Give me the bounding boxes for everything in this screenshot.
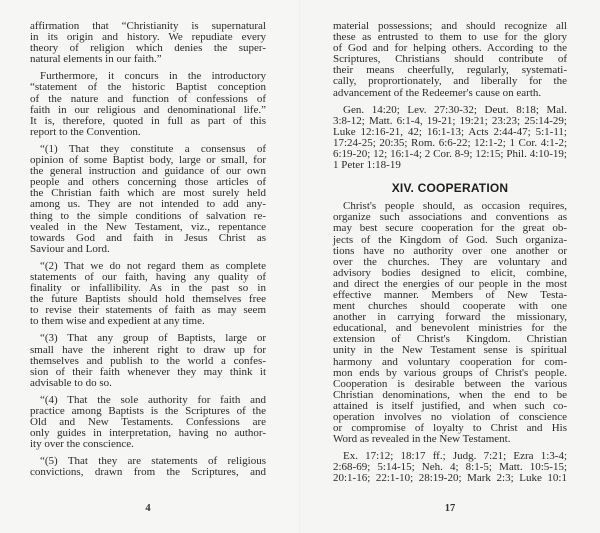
text-line: 1 Peter 1:18-19 — [333, 159, 401, 172]
text-line: “(3) That any group of Baptists, large or — [40, 332, 266, 345]
right-page-text-column — [333, 21, 567, 491]
text-line: faith in our religious and denominational life.” — [30, 103, 266, 116]
text-line: material possessions; and should recognize all — [333, 20, 567, 32]
text-line: operation involves no violation of conscience — [333, 411, 567, 423]
text-line: It is, therefore, quoted in full as part of this — [30, 114, 266, 127]
text-line: in its origin and history. We repudiate every — [30, 31, 266, 44]
text-line: jects of the Kingdom of God. Such organiza- — [333, 233, 567, 246]
right-paragraphs-after-heading — [333, 201, 567, 484]
text-line: another in carrying forward the missionary, — [333, 311, 567, 324]
text-line: Gen. 14:20; Lev. 27:30-32; Deut. 8:18; Mal. — [343, 103, 567, 116]
text-line: may best secure cooperation for the great ob- — [333, 222, 567, 235]
paragraph — [30, 144, 266, 255]
text-line: 6:19-20; 12; 16:1-4; 2 Cor. 8-9; 12:15; Phil. 4:10-19; — [333, 148, 567, 161]
text-line: affirmation that “Christianity is supernatural — [30, 20, 266, 32]
text-line: unity in the New Testament sense is spiritual — [333, 344, 567, 357]
page-number-left: 4 — [145, 502, 151, 514]
text-line: 3:8-12; Matt. 6:1-4, 19-21; 19:21; 23:23; 25:14-29; — [333, 114, 567, 127]
text-line: people and others concerning those articles of — [30, 176, 266, 189]
text-line: vealed in the New Testament, viz., repentance — [30, 220, 266, 233]
text-line: finality or infallibility. As in the past so in — [30, 282, 266, 295]
text-line: to them wise and expedient at any time. — [30, 315, 205, 328]
text-line: Christ's people should, as occasion requires, — [343, 200, 567, 213]
text-line: these as entrusted to them to use for the glory — [333, 31, 567, 44]
text-line: cally, proprortionately, and liberally for the — [333, 75, 567, 88]
text-line: Furthermore, it concurs in the introductory — [40, 70, 266, 83]
text-line: “(2) That we do not regard them as complete — [40, 259, 266, 272]
paragraph — [333, 21, 567, 99]
page-number-right: 17 — [444, 502, 456, 514]
text-line: attained is itself justified, and when such co- — [333, 399, 567, 412]
text-line: only guides in interpretation, having no author- — [30, 427, 266, 440]
paragraph — [30, 333, 266, 388]
text-line: natural elements in our faith.” — [30, 53, 162, 66]
text-line: mon ends by various groups of Christ's people. — [333, 366, 567, 379]
text-line: thing to the simple conditions of salvation re- — [30, 209, 266, 222]
text-line: small have the inherent right to draw up for — [30, 343, 266, 356]
text-line: practice among Baptists is the Scriptures of the — [30, 405, 266, 417]
text-line: tions have no authority over one another or — [333, 244, 567, 257]
text-line: statements of our faith, having any quality of — [30, 270, 266, 283]
text-line: advancement of the Redeemer's cause on earth. — [333, 86, 542, 99]
text-line: Word as revealed in the New Testament. — [333, 433, 511, 446]
text-line: or compromise of loyalty to Christ and His — [333, 422, 567, 435]
text-line: towards God and faith in Jesus Christ as — [30, 231, 266, 244]
right-paragraphs-before-heading — [333, 21, 567, 171]
text-line: Old and New Testaments. Confessions are — [30, 416, 266, 429]
text-line: extension of Christ's Kingdom. Christian — [333, 333, 567, 346]
text-line: Saviour and Lord. — [30, 242, 110, 255]
text-line: harmony and voluntary cooperation for com- — [333, 355, 567, 368]
text-line: effective manner. Members of New Testa- — [333, 288, 567, 301]
text-line: “(4) That the sole authority for faith and — [40, 393, 266, 406]
text-line: Christian denominations, when the end to be — [333, 388, 567, 401]
text-line: Ex. 17:12; 18:17 ff.; Judg. 7:21; Ezra 1:3-4; — [343, 450, 567, 463]
text-line: 2:68-69; 5:14-15; Neh. 4; 8:1-5; Matt. 10:5-15; — [333, 461, 567, 474]
text-line: their means cheerfully, regularly, systemati- — [333, 64, 567, 77]
section-heading: XIV. COOPERATION — [391, 181, 509, 196]
left-page-text-column — [30, 21, 266, 491]
paragraph — [333, 201, 567, 445]
text-line: ity over the conscience. — [30, 438, 134, 451]
text-line: sion of their faith whenever they may think it — [30, 365, 266, 378]
text-line: advisory bodies designed to elicit, combine, — [333, 266, 567, 279]
text-line: 20:1-16; 22:1-10; 28:19-20; Mark 2:3; Luke 10:1 — [333, 472, 567, 485]
right-page — [300, 0, 600, 533]
text-line: the Christian faith which are most surely held — [30, 187, 266, 200]
paragraph — [30, 71, 266, 138]
text-line: themselves and publish to the world a confes- — [30, 354, 266, 367]
text-line: to revise their statements of faith as may seem — [30, 304, 266, 317]
text-line: the future Baptists should hold themselves free — [30, 293, 266, 306]
text-line: report to the Convention. — [30, 125, 141, 138]
text-line: over the churches. They are voluntary and — [333, 255, 567, 268]
paragraph — [30, 395, 266, 450]
text-line: “(1) That they constitute a consensus of — [40, 142, 266, 155]
text-line: among us. They are not intended to add any- — [30, 198, 266, 211]
text-line: organize such associations and conventions as — [333, 211, 567, 224]
text-line: opinion of some Baptist body, large or small, for — [30, 154, 266, 167]
text-line: advisable to do so. — [30, 376, 112, 389]
text-line: ment churches should cooperate with one — [333, 300, 567, 313]
text-line: theory of religion which denies the super- — [30, 42, 266, 55]
text-line: “statement of the historic Baptist conception — [30, 81, 266, 94]
text-line: of God and for helping others. According to the — [333, 42, 567, 55]
paragraph — [333, 451, 567, 484]
paragraph — [30, 456, 266, 478]
page-fold — [299, 0, 301, 533]
text-line: Scriptures, Christians should contribute of — [333, 53, 567, 66]
text-line: of the nature and function of confessions of — [30, 92, 266, 105]
paragraph — [333, 105, 567, 172]
text-line: “(5) That they are statements of religious — [40, 455, 266, 468]
text-line: and direct the energies of our people in the most — [333, 277, 567, 290]
text-line: Cooperation is desirable between the various — [333, 377, 567, 390]
text-line: educational, and benevolent ministries for the — [333, 322, 567, 335]
text-line: 17:24-25; 20:35; Rom. 6:6-22; 12:1-2; 1 Cor. 4:1-2; — [333, 136, 567, 149]
text-line: convictions, drawn from the Scriptures, and — [30, 466, 266, 479]
text-line: Luke 12:16-21, 42; 16:1-13; Acts 2:44-47; 5:1-11; — [333, 125, 567, 138]
text-line: the general instruction and guidance of our own — [30, 165, 266, 178]
paragraph — [30, 21, 266, 65]
paragraph — [30, 261, 266, 328]
